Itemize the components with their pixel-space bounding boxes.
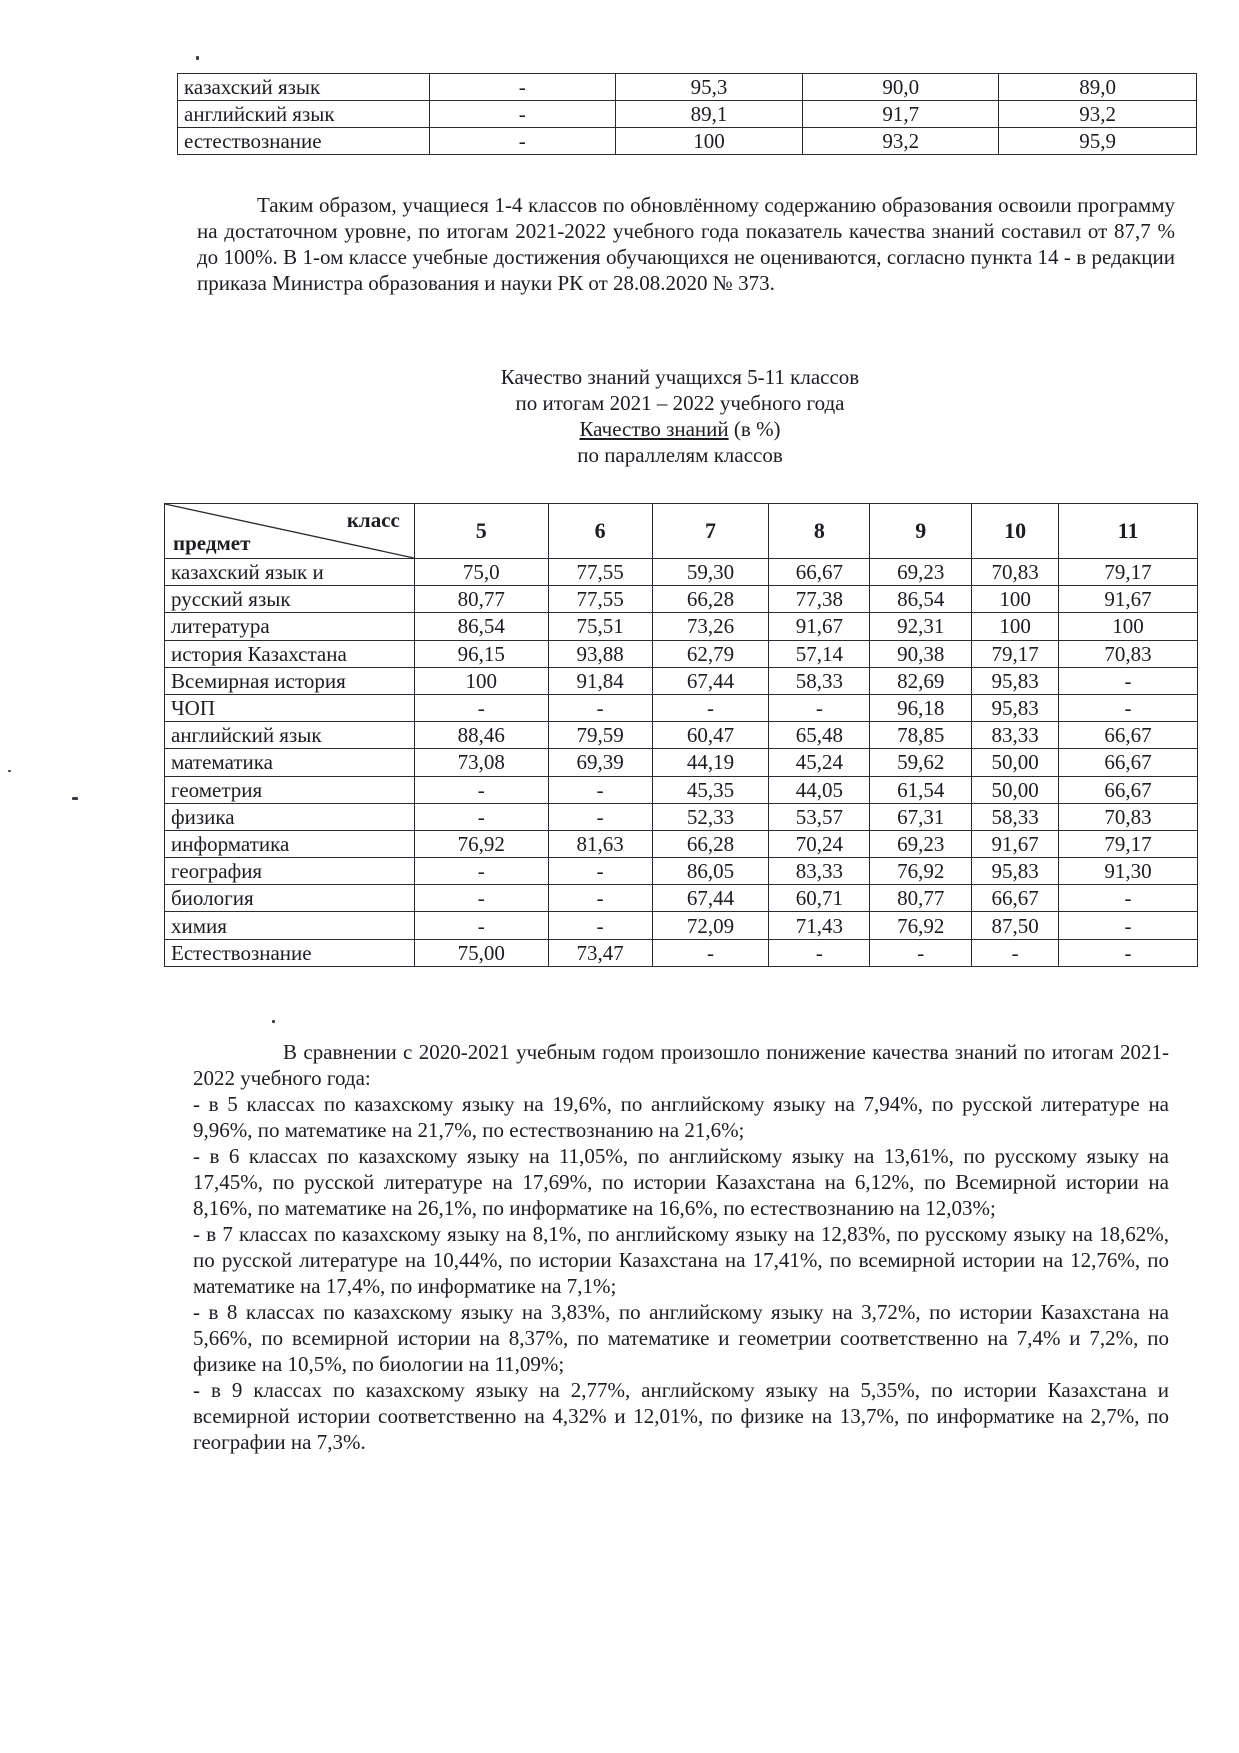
- table-row: [165, 667, 1198, 694]
- title-line-3: Качество знаний: [579, 417, 729, 441]
- value-cell: 73,47: [548, 939, 652, 966]
- value-cell: 95,83: [972, 694, 1059, 721]
- value-cell: 58,33: [769, 667, 870, 694]
- value-cell: 67,44: [652, 885, 769, 912]
- table-row: [165, 749, 1198, 776]
- value-cell: 71,43: [769, 912, 870, 939]
- subject-cell: английский язык: [178, 101, 430, 128]
- value-cell: 75,0: [414, 559, 548, 586]
- value-cell: 45,24: [769, 749, 870, 776]
- grade-header: 5: [414, 504, 548, 559]
- value-cell: 76,92: [870, 858, 972, 885]
- title-line-1: Качество знаний учащихся 5-11 классов: [500, 365, 860, 389]
- value-cell: 83,33: [972, 722, 1059, 749]
- value-cell: 62,79: [652, 640, 769, 667]
- subject-cell: естествознание: [178, 128, 430, 155]
- value-cell: 72,09: [652, 912, 769, 939]
- value-cell: 96,18: [870, 694, 972, 721]
- scan-speck: [72, 797, 78, 800]
- value-cell: -: [548, 912, 652, 939]
- table-title: [380, 364, 980, 468]
- subject-cell: Естествознание: [165, 939, 415, 966]
- value-cell: 66,28: [652, 586, 769, 613]
- table-row: [165, 722, 1198, 749]
- title-line-3-suffix: (в %): [728, 417, 781, 441]
- value-cell: 66,67: [1059, 749, 1198, 776]
- value-cell: -: [1059, 667, 1198, 694]
- value-cell: 79,59: [548, 722, 652, 749]
- value-cell: -: [429, 101, 615, 128]
- value-cell: 59,62: [870, 749, 972, 776]
- subject-cell: казахский язык: [178, 74, 430, 101]
- value-cell: -: [414, 694, 548, 721]
- value-cell: 89,1: [615, 101, 803, 128]
- value-cell: -: [1059, 912, 1198, 939]
- value-cell: -: [548, 803, 652, 830]
- value-cell: 75,51: [548, 613, 652, 640]
- subject-cell: биология: [165, 885, 415, 912]
- scan-speck: [8, 770, 11, 772]
- value-cell: -: [769, 694, 870, 721]
- value-cell: -: [414, 885, 548, 912]
- comparison-item: - в 8 классах по казахскому языку на 3,83%, по английскому языку на 3,72%, по истории Казахстана на 5,66%, по всемирной истории на 8,37%, по математике и геометрии соответственно на 7,4% и 7,2%, по физике на 10,5%, по биологии на 11,09%;: [193, 1300, 1169, 1376]
- value-cell: 86,54: [870, 586, 972, 613]
- value-cell: 95,9: [999, 128, 1197, 155]
- value-cell: 91,67: [972, 830, 1059, 857]
- table-row: [165, 939, 1198, 966]
- scan-speck: [272, 1020, 275, 1023]
- table-row: [178, 74, 1197, 101]
- value-cell: 95,83: [972, 858, 1059, 885]
- comparison-item: - в 7 классах по казахскому языку на 8,1%, по английскому языку на 12,83%, по русскому языку на 18,62%, по русской литературе на 10,44%, по истории Казахстана на 17,41%, по всемирной истории на 12,76%, по математике на 17,4%, по информатике на 7,1%;: [193, 1222, 1169, 1298]
- table-row: [165, 830, 1198, 857]
- subject-cell: ЧОП: [165, 694, 415, 721]
- value-cell: 77,38: [769, 586, 870, 613]
- table-row: [165, 776, 1198, 803]
- value-cell: 90,38: [870, 640, 972, 667]
- subject-cell: английский язык: [165, 722, 415, 749]
- value-cell: 80,77: [414, 586, 548, 613]
- value-cell: 76,92: [870, 912, 972, 939]
- value-cell: -: [1059, 885, 1198, 912]
- title-line-4: по параллелям классов: [577, 443, 783, 467]
- value-cell: -: [548, 776, 652, 803]
- value-cell: 44,05: [769, 776, 870, 803]
- value-cell: 70,83: [1059, 803, 1198, 830]
- subject-cell: Всемирная история: [165, 667, 415, 694]
- value-cell: 81,63: [548, 830, 652, 857]
- grade-header: 6: [548, 504, 652, 559]
- subject-cell: география: [165, 858, 415, 885]
- value-cell: 78,85: [870, 722, 972, 749]
- comparison-item: - в 6 классах по казахскому языку на 11,05%, по английскому языку на 13,61%, по русскому языку на 17,45%, по русской литературе на 17,69%, по истории Казахстана на 6,12%, по Всемирной истории на 8,16%, по математике на 26,1%, по информатике на 16,6%, по естествознанию на 12,03%;: [193, 1144, 1169, 1220]
- table-row: [165, 912, 1198, 939]
- table-row: [165, 885, 1198, 912]
- value-cell: 50,00: [972, 749, 1059, 776]
- subject-cell: геометрия: [165, 776, 415, 803]
- value-cell: 58,33: [972, 803, 1059, 830]
- value-cell: -: [769, 939, 870, 966]
- value-cell: 77,55: [548, 586, 652, 613]
- value-cell: 79,17: [1059, 830, 1198, 857]
- value-cell: -: [429, 74, 615, 101]
- value-cell: 57,14: [769, 640, 870, 667]
- value-cell: -: [414, 912, 548, 939]
- value-cell: -: [414, 803, 548, 830]
- value-cell: -: [548, 858, 652, 885]
- value-cell: 66,28: [652, 830, 769, 857]
- value-cell: 77,55: [548, 559, 652, 586]
- value-cell: 91,67: [769, 613, 870, 640]
- value-cell: 69,23: [870, 830, 972, 857]
- grade-header: 9: [870, 504, 972, 559]
- grade-header: 7: [652, 504, 769, 559]
- grade-header: 8: [769, 504, 870, 559]
- value-cell: 79,17: [1059, 559, 1198, 586]
- value-cell: 53,57: [769, 803, 870, 830]
- value-cell: 59,30: [652, 559, 769, 586]
- value-cell: 100: [615, 128, 803, 155]
- title-line-2: по итогам 2021 – 2022 учебного года: [515, 391, 845, 415]
- comparison-intro: В сравнении с 2020-2021 учебным годом произошло понижение качества знаний по итогам 2021-2022 учебного года:: [193, 1040, 1169, 1090]
- value-cell: 86,54: [414, 613, 548, 640]
- value-cell: 82,69: [870, 667, 972, 694]
- value-cell: 66,67: [1059, 722, 1198, 749]
- value-cell: 65,48: [769, 722, 870, 749]
- value-cell: 70,24: [769, 830, 870, 857]
- knowledge-quality-table: [164, 503, 1198, 967]
- value-cell: -: [548, 885, 652, 912]
- table-row: [178, 128, 1197, 155]
- header-subject-label: предмет: [173, 531, 251, 555]
- value-cell: -: [548, 694, 652, 721]
- table-header-row: [165, 504, 1198, 559]
- table-row: [165, 803, 1198, 830]
- value-cell: 66,67: [1059, 776, 1198, 803]
- grade-header: 10: [972, 504, 1059, 559]
- value-cell: 95,83: [972, 667, 1059, 694]
- table-row: [165, 694, 1198, 721]
- value-cell: 60,47: [652, 722, 769, 749]
- scan-speck: [196, 56, 199, 60]
- value-cell: 96,15: [414, 640, 548, 667]
- value-cell: 93,2: [803, 128, 999, 155]
- value-cell: 70,83: [972, 559, 1059, 586]
- table-row: [165, 586, 1198, 613]
- value-cell: 87,50: [972, 912, 1059, 939]
- value-cell: 67,31: [870, 803, 972, 830]
- value-cell: -: [414, 858, 548, 885]
- summary-paragraph: [197, 192, 1175, 296]
- value-cell: 93,88: [548, 640, 652, 667]
- value-cell: 95,3: [615, 74, 803, 101]
- value-cell: 73,08: [414, 749, 548, 776]
- value-cell: -: [414, 776, 548, 803]
- subject-cell: русский язык: [165, 586, 415, 613]
- subject-cell: история Казахстана: [165, 640, 415, 667]
- subject-cell: информатика: [165, 830, 415, 857]
- value-cell: -: [652, 694, 769, 721]
- value-cell: 89,0: [999, 74, 1197, 101]
- subject-cell: математика: [165, 749, 415, 776]
- value-cell: 66,67: [972, 885, 1059, 912]
- value-cell: 45,35: [652, 776, 769, 803]
- value-cell: 69,39: [548, 749, 652, 776]
- primary-results-table: [177, 73, 1197, 155]
- value-cell: 93,2: [999, 101, 1197, 128]
- value-cell: 100: [1059, 613, 1198, 640]
- grade-header: 11: [1059, 504, 1198, 559]
- value-cell: -: [1059, 939, 1198, 966]
- knowledge-quality-table-body: [165, 559, 1198, 967]
- summary-paragraph-text: Таким образом, учащиеся 1-4 классов по обновлённому содержанию образования освоили программу на достаточном уровне, по итогам 2021-2022 учебного года показатель качества знаний составил от 87,7 % до 100%. В 1-ом классе учебные достижения обучающихся не оцениваются, согласно пункта 14 - в редакции приказа Министра образования и науки РК от 28.08.2020 № 373.: [197, 193, 1175, 295]
- subject-cell: казахский язык и: [165, 559, 415, 586]
- value-cell: 67,44: [652, 667, 769, 694]
- value-cell: 79,17: [972, 640, 1059, 667]
- value-cell: 100: [414, 667, 548, 694]
- value-cell: 50,00: [972, 776, 1059, 803]
- value-cell: 91,30: [1059, 858, 1198, 885]
- table-row: [165, 640, 1198, 667]
- header-class-label: класс: [346, 508, 400, 532]
- value-cell: 88,46: [414, 722, 548, 749]
- value-cell: 100: [972, 613, 1059, 640]
- value-cell: 61,54: [870, 776, 972, 803]
- diagonal-header-cell: [165, 504, 415, 559]
- subject-cell: литература: [165, 613, 415, 640]
- value-cell: -: [429, 128, 615, 155]
- value-cell: -: [870, 939, 972, 966]
- subject-cell: физика: [165, 803, 415, 830]
- comparison-paragraph: [193, 1039, 1169, 1455]
- comparison-item: - в 5 классах по казахскому языку на 19,6%, по английскому языку на 7,94%, по русской литературе на 9,96%, по математике на 21,7%, по естествознанию на 21,6%;: [193, 1092, 1169, 1142]
- value-cell: 69,23: [870, 559, 972, 586]
- value-cell: 75,00: [414, 939, 548, 966]
- value-cell: 90,0: [803, 74, 999, 101]
- value-cell: 91,67: [1059, 586, 1198, 613]
- comparison-item: - в 9 классах по казахскому языку на 2,77%, английскому языку на 5,35%, по истории Казахстана и всемирной истории соответственно на 4,32% и 12,01%, по физике на 13,7%, по информатике на 2,7%, по географии на 7,3%.: [193, 1378, 1169, 1454]
- primary-results-table-body: [178, 74, 1197, 155]
- table-row: [165, 559, 1198, 586]
- value-cell: 73,26: [652, 613, 769, 640]
- subject-cell: химия: [165, 912, 415, 939]
- value-cell: 91,84: [548, 667, 652, 694]
- value-cell: -: [972, 939, 1059, 966]
- table-row: [165, 613, 1198, 640]
- value-cell: -: [1059, 694, 1198, 721]
- value-cell: 44,19: [652, 749, 769, 776]
- value-cell: 92,31: [870, 613, 972, 640]
- value-cell: 70,83: [1059, 640, 1198, 667]
- value-cell: 80,77: [870, 885, 972, 912]
- table-row: [178, 101, 1197, 128]
- value-cell: 66,67: [769, 559, 870, 586]
- value-cell: 86,05: [652, 858, 769, 885]
- value-cell: 100: [972, 586, 1059, 613]
- table-row: [165, 858, 1198, 885]
- value-cell: 60,71: [769, 885, 870, 912]
- value-cell: 91,7: [803, 101, 999, 128]
- value-cell: 76,92: [414, 830, 548, 857]
- value-cell: 83,33: [769, 858, 870, 885]
- value-cell: -: [652, 939, 769, 966]
- value-cell: 52,33: [652, 803, 769, 830]
